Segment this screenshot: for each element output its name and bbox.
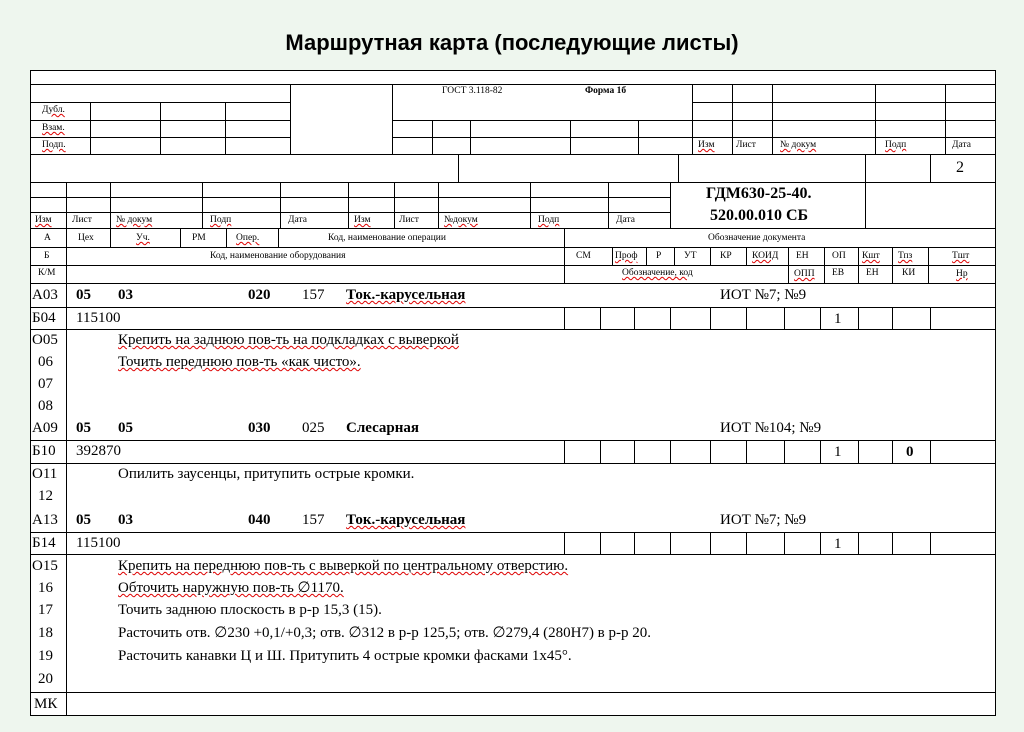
col-ut: УТ (684, 251, 697, 261)
col-op-name: Код, наименование операции (328, 233, 446, 243)
stamp-izm: Изм (698, 140, 715, 150)
stamp2-data: Дата (288, 215, 307, 225)
row-code-16: 16 (38, 580, 53, 596)
col-tsht: Тшт (952, 251, 970, 261)
dubl-label: Дубл. (42, 105, 65, 115)
row-a09-op-name: Слесарная (346, 420, 420, 436)
row-code-a13: А13 (32, 512, 58, 528)
row-code-20: 20 (38, 671, 53, 687)
form-label: Форма 1б (585, 86, 627, 96)
gost-label: ГОСТ 3.118-82 (442, 86, 503, 96)
row-o15-text: Крепить на переднюю пов-ть с выверкой по центральному отверстию. (118, 558, 569, 574)
row-code-19: 19 (38, 648, 53, 664)
doc-code-line1: ГДМ630-25-40. (706, 185, 812, 202)
col-oper: Опер. (236, 233, 260, 243)
col-b: Б (44, 251, 50, 261)
col-kr: КР (720, 251, 732, 261)
col-ksht: Кшт (862, 251, 880, 261)
row-code-17: 17 (38, 602, 53, 618)
col-en: ЕН (796, 251, 809, 261)
row-code-o11: О11 (32, 466, 58, 482)
col-tsekh: Цех (78, 233, 94, 243)
col-opp: ОПП (794, 269, 815, 279)
col-tpz: Тпз (898, 251, 913, 261)
row-b14-equipment: 115100 (76, 535, 121, 551)
col-rm: РМ (192, 233, 206, 243)
vzam-label: Взам. (42, 123, 65, 133)
row-a13-op-name: Ток.-карусельная (346, 512, 466, 528)
col-koid: КОИД (752, 251, 779, 261)
row-b14-kshp: 1 (834, 536, 842, 552)
row-code-18: 18 (38, 625, 53, 641)
row-a09-doc: ИОТ №104; №9 (720, 420, 822, 436)
col-sm: СМ (576, 251, 591, 261)
row-code-06: 06 (38, 354, 53, 370)
row-a09-code: 025 (302, 420, 325, 436)
row-code-08: 08 (38, 398, 53, 414)
row-b04-equipment: 115100 (76, 310, 121, 326)
page-title: Маршрутная карта (последующие листы) (285, 30, 739, 55)
col-nr: Нр (956, 269, 968, 279)
stamp-data: Дата (952, 140, 971, 150)
row-b10-tpz: 0 (906, 444, 914, 460)
row-code-a03: А03 (32, 287, 58, 303)
col-equipment: Код, наименование оборудования (210, 251, 346, 261)
col-a: А (44, 233, 51, 243)
stamp2-list: Лист (72, 215, 92, 225)
footer-mk: МК (34, 696, 58, 712)
row-b10-equipment: 392870 (76, 443, 121, 459)
row-a09-uch: 05 (118, 420, 133, 436)
stamp2-ndokum: № докум (116, 215, 153, 225)
col-prof: Проф (615, 251, 638, 261)
col-designation-code: Обозначение, код (622, 268, 693, 278)
row-code-b10: Б10 (32, 443, 56, 459)
stamp2-izm: Изм (35, 215, 52, 225)
stamp2-podp: Подп (210, 215, 232, 225)
col-doc-designation: Обозначение документа (708, 233, 806, 243)
col-ki: КИ (902, 268, 916, 278)
row-a09-oper: 030 (248, 420, 271, 436)
row-o05-text: Крепить на заднюю пов-ть на подкладках с выверкой (118, 332, 459, 348)
col-uch: Уч. (136, 233, 150, 243)
stamp-list: Лист (736, 140, 756, 150)
row-a13-doc: ИОТ №7; №9 (720, 512, 807, 528)
row-a13-code: 157 (302, 512, 325, 528)
stamp2-list-2: Лист (399, 215, 419, 225)
row-code-o15: О15 (32, 558, 58, 574)
stamp-podp: Подп (885, 140, 907, 150)
row-19-text: Расточить канавки Ц и Ш. Притупить 4 острые кромки фасками 1х45°. (118, 648, 572, 664)
row-o11-text: Опилить заусенцы, притупить острые кромки. (118, 466, 415, 482)
col-km: К/М (38, 268, 56, 278)
col-en2: ЕН (866, 268, 879, 278)
row-code-a09: А09 (32, 420, 58, 436)
row-06-text: Точить переднюю пов-ть «как чисто». (118, 354, 361, 370)
row-a03-code: 157 (302, 287, 325, 303)
stamp2-data-2: Дата (616, 215, 635, 225)
row-b10-kshp: 1 (834, 444, 842, 460)
row-18-text: Расточить отв. ∅230 +0,1/+0,3; отв. ∅312 в р-р 125,5; отв. ∅279,4 (280Н7) в р-р 20. (118, 625, 652, 641)
podp-label: Подп. (42, 140, 66, 150)
row-a03-oper: 020 (248, 287, 271, 303)
col-ev: ЕВ (832, 268, 845, 278)
sheet-number: 2 (956, 159, 964, 176)
row-a03-uch: 03 (118, 287, 133, 303)
row-a03-doc: ИОТ №7; №9 (720, 287, 807, 303)
col-op: ОП (832, 251, 846, 261)
row-code-b04: Б04 (32, 310, 56, 326)
row-code-o05: О05 (32, 332, 58, 348)
row-a13-oper: 040 (248, 512, 271, 528)
stamp2-podp-2: Подп (538, 215, 560, 225)
route-card-sheet (30, 70, 996, 716)
row-code-12: 12 (38, 488, 53, 504)
stamp2-izm-2: Изм (354, 215, 371, 225)
row-b04-kshp: 1 (834, 311, 842, 327)
stamp2-ndokum-2: №докум (444, 215, 478, 225)
row-16-text: Обточить наружную пов-ть ∅1170. (118, 580, 344, 596)
row-a09-tsekh: 05 (76, 420, 91, 436)
col-r: Р (656, 251, 662, 261)
row-17-text: Точить заднюю плоскость в р-р 15,3 (15). (118, 602, 382, 618)
row-code-b14: Б14 (32, 535, 56, 551)
stamp-ndokum: № докум (780, 140, 817, 150)
row-a03-tsekh: 05 (76, 287, 91, 303)
row-a13-tsekh: 05 (76, 512, 91, 528)
row-a03-op-name: Ток.-карусельная (346, 287, 466, 303)
row-a13-uch: 03 (118, 512, 133, 528)
row-code-07: 07 (38, 376, 53, 392)
doc-code-line2: 520.00.010 СБ (710, 207, 809, 224)
sheet-frame (30, 70, 996, 716)
